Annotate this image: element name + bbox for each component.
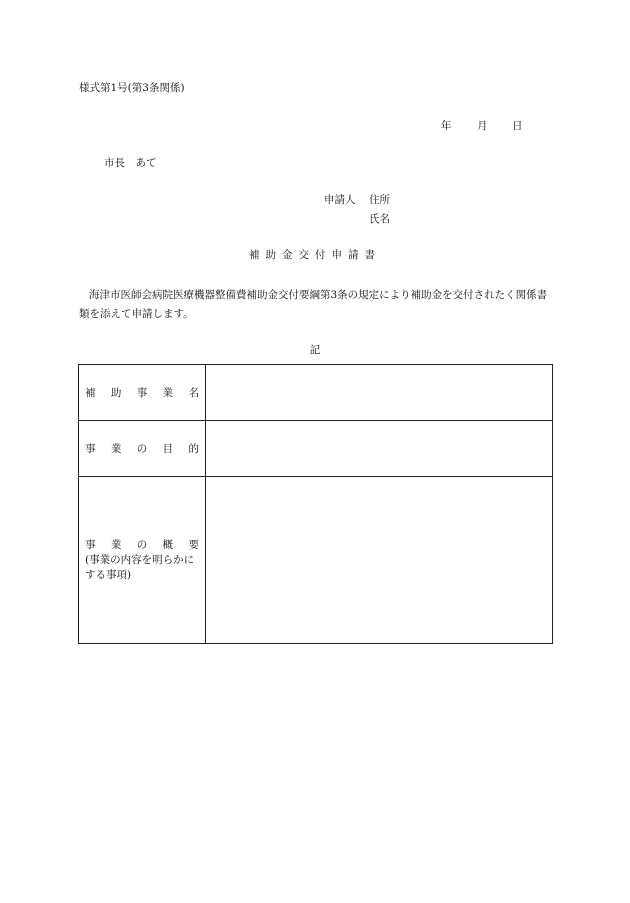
application-table: [78, 364, 553, 644]
document-title: 補助金交付申請書: [249, 249, 381, 261]
body-paragraph: 海津市医師会病院医療機器整備費補助金交付要綱第3条の規定により補助金を交付されたく関係書類を添えて申請します。: [79, 289, 548, 320]
label-char: 業: [162, 387, 174, 399]
date-year-label: 年: [441, 120, 452, 132]
table-row: [79, 421, 553, 477]
label-char: 概: [162, 539, 174, 551]
label-char: 名: [188, 387, 199, 399]
label-char: 事: [85, 443, 96, 455]
label-char: の: [136, 443, 148, 455]
overview-note: (事業の内容を明らかにする事項): [85, 554, 195, 581]
project-overview-field[interactable]: [206, 477, 553, 644]
date-month-label: 月: [477, 120, 488, 132]
table-row: [79, 477, 553, 644]
ki-heading: 記: [309, 344, 321, 356]
table-row: [79, 365, 553, 421]
label-char: の: [136, 539, 148, 551]
label-char: 補: [85, 387, 96, 399]
form-number: 様式第1号(第3条関係): [79, 82, 185, 94]
name-label: 氏名: [369, 213, 390, 225]
label-char: 要: [188, 539, 199, 551]
row-label-project-name: [79, 365, 206, 421]
label-char: 業: [110, 443, 122, 455]
label-char: 事: [136, 387, 148, 399]
label-char: 目: [162, 443, 174, 455]
label-char: 的: [188, 443, 199, 455]
applicant-label: 申請人: [324, 194, 356, 206]
row-label-project-purpose: [79, 421, 206, 477]
project-name-field[interactable]: [206, 365, 553, 421]
date-day-label: 日: [512, 120, 523, 132]
label-char: 事: [85, 539, 96, 551]
label-char: 助: [110, 387, 122, 399]
address-label: 住所: [369, 194, 390, 206]
addressee: 市長 あて: [104, 157, 157, 169]
project-purpose-field[interactable]: [206, 421, 553, 477]
row-label-project-overview: [79, 477, 206, 644]
label-char: 業: [110, 539, 122, 551]
